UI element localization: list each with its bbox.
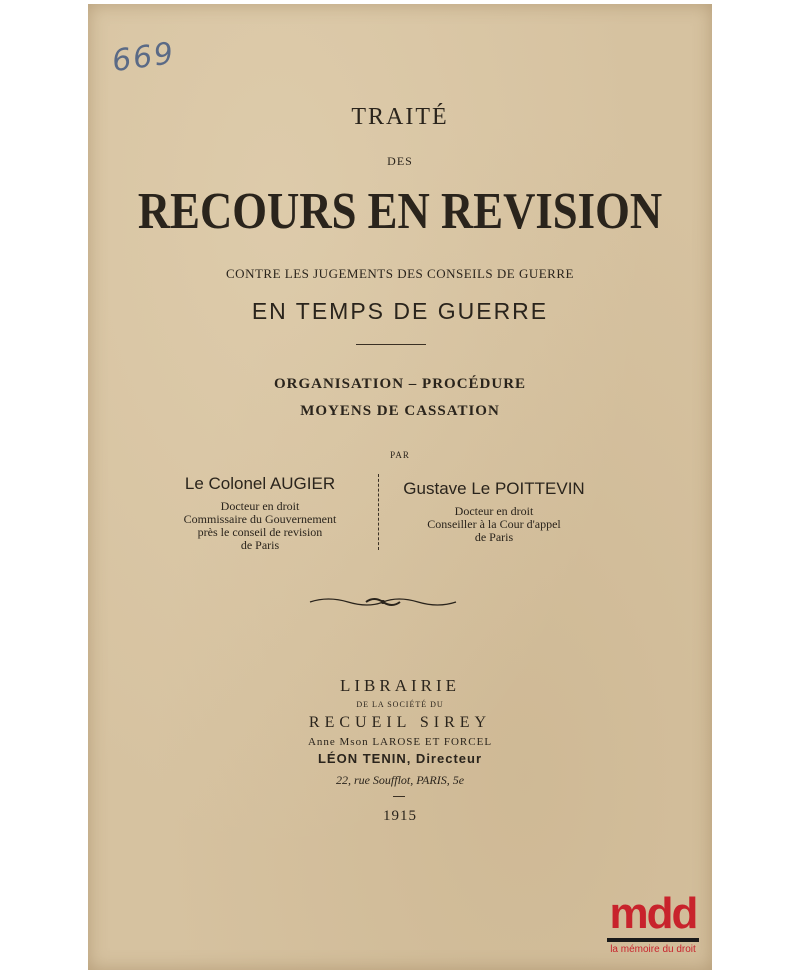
topics-line-2: MOYENS DE CASSATION [300, 403, 500, 419]
publisher-de-la-societe: DE LA SOCIÉTÉ DU [356, 700, 444, 709]
publication-year: 1915 [383, 808, 417, 824]
mdd-tagline: la mémoire du droit [610, 944, 696, 955]
ornament-flourish [308, 592, 458, 612]
author-name: Gustave Le POITTEVIN [403, 479, 585, 498]
by-label: PAR [390, 450, 410, 460]
author-credential: Commissaire du Gouvernement [183, 512, 337, 526]
mdd-logo-bar [607, 938, 699, 942]
author-credential: Conseiller à la Cour d'appel [427, 517, 561, 531]
topics-line-1: ORGANISATION – PROCÉDURE [273, 376, 527, 392]
author-credential: Docteur en droit [220, 499, 300, 513]
publisher-larose-forcel: Anne Mson LAROSE ET FORCEL [307, 736, 493, 748]
title-des: DES [387, 154, 413, 168]
title-traite: TRAITÉ [351, 104, 449, 130]
year-rule [393, 796, 405, 797]
book-cover [88, 4, 712, 970]
mdd-watermark-logo [598, 889, 708, 955]
author-credential: de Paris [474, 530, 514, 544]
author-credential: Docteur en droit [454, 504, 534, 518]
title-rule [356, 344, 426, 345]
author-credential: de Paris [240, 538, 280, 552]
subtitle-temps-de-guerre: EN TEMPS DE GUERRE [251, 298, 549, 324]
publisher-address: 22, rue Soufflot, PARIS, 5e [335, 773, 465, 787]
publisher-recueil-sirey: RECUEIL SIREY [308, 714, 492, 731]
author-credential: près le conseil de revision [197, 525, 323, 539]
publisher-librairie: LIBRAIRIE [339, 676, 461, 695]
author-name: Le Colonel AUGIER [184, 474, 336, 493]
mdd-logo-text: mdd [609, 889, 697, 938]
subtitle-contre: CONTRE LES JUGEMENTS DES CONSEILS DE GUERRE [226, 266, 574, 281]
author-augier [160, 474, 360, 552]
author-poittevin [388, 479, 600, 544]
main-title: RECOURS EN REVISION [137, 183, 663, 240]
author-divider [378, 474, 383, 550]
handwritten-inventory-number: 669 [109, 35, 178, 80]
publisher-director: LÉON TENIN, Directeur [317, 751, 483, 766]
